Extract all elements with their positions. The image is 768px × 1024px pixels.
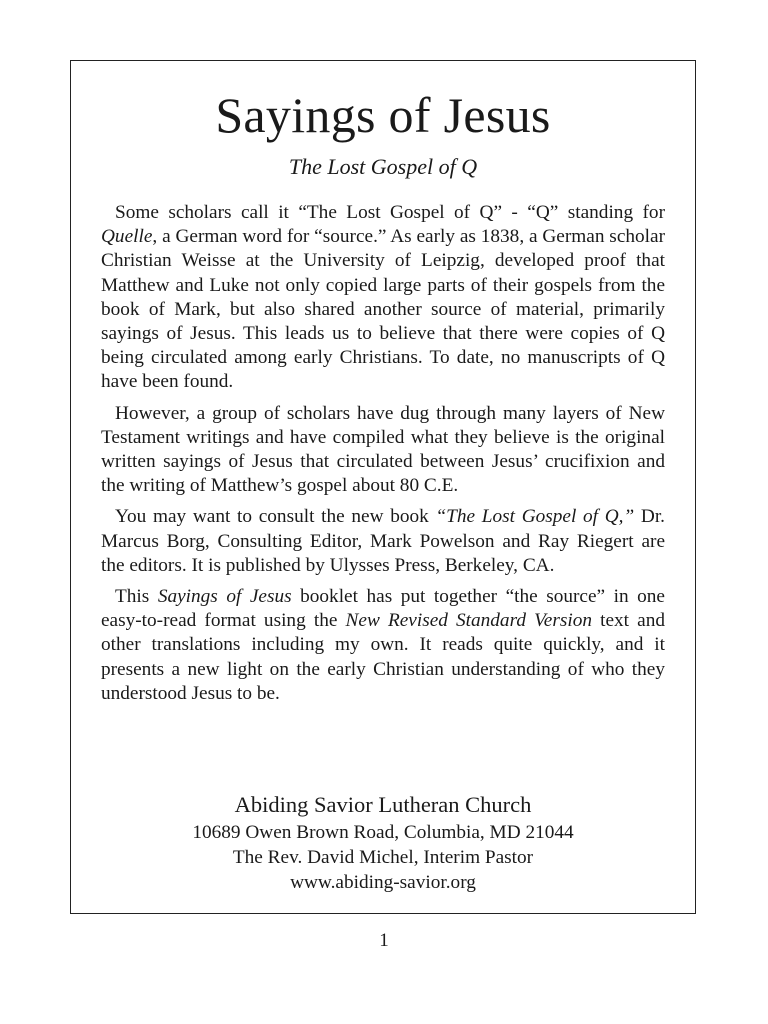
church-name: Abiding Savior Lutheran Church [234,792,532,817]
church-address: 10689 Owen Brown Road, Columbia, MD 21044 [192,822,574,843]
paragraph-booklet-description [101,585,665,706]
text-run: Dr. Marcus Borg, Consulting Editor, Mark Powelson and Ray Riegert are the editors. It is published by Ulysses Press, Berkeley, CA. [101,506,665,576]
italic-text-run: “The Lost Gospel of Q,” [435,506,635,528]
text-run: text and other translations including my own. It reads quite quickly, and it presents a new light on the early Christian understanding of who they understood Jesus to be. [101,610,665,704]
paragraph-quelle [101,201,665,395]
page-frame [70,60,696,914]
text-run: However, a group of scholars have dug through many layers of New Testament writings and have compiled what they believe is the original written sayings of Jesus that circulated between Jesus’ crucifixion and the writing of Matthew’s gospel about 80 C.E. [101,402,665,497]
booklet-subtitle: The Lost Gospel of Q [288,154,478,179]
paragraph-book-reference [101,505,665,578]
church-info [71,791,695,895]
paragraph-scholars [101,402,665,499]
church-website[interactable]: www.abiding-savior.org [290,872,476,893]
text-run: You may want to consult the new book [115,506,436,528]
text-run: This [115,586,158,608]
italic-text-run: Quelle [101,226,153,248]
page-number: 1 [379,930,389,951]
text-run: Some scholars call it “The Lost Gospel of Q” - “Q” standing for [115,202,665,223]
booklet-title: Sayings of Jesus [215,87,551,143]
text-run: booklet has put together “the source” in one easy-to-read format using the [101,586,665,632]
church-pastor: The Rev. David Michel, Interim Pastor [232,847,534,868]
italic-text-run: New Revised Standard Version [345,610,592,632]
intro-body [101,201,665,713]
italic-text-run: Sayings of Jesus [157,586,292,608]
text-run: , a German word for “source.” As early as 1838, a German scholar Christian Weisse at the University of Leipzig, developed proof that Matthew and Luke not only copied large parts of their gospels from the book of Mark, but also shared another source of material, primarily sayings of Jesus. This leads us to believe that there were copies of Q being circulated among early Christians. To date, no manuscripts of Q have been found. [101,226,665,393]
